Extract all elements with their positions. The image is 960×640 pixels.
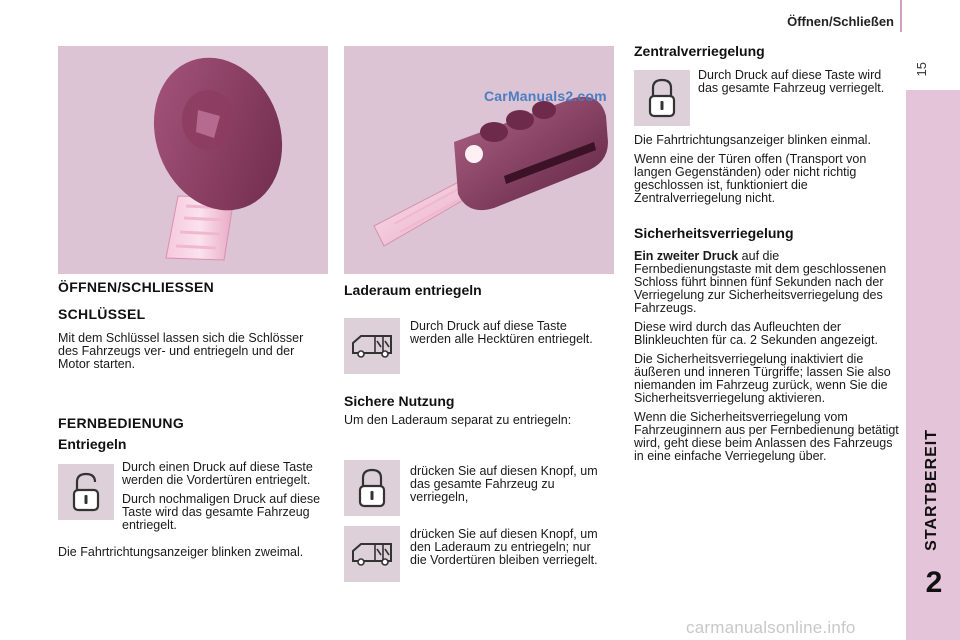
header-divider [900, 0, 902, 32]
safe-use-step-2: drücken Sie auf diesen Knopf, um den Laderaum zu entriegeln; nur die Vordertüren bleiben verriegelt. [410, 527, 598, 567]
safe-use-step-1: drücken Sie auf diesen Knopf, um das gesamte Fahrzeug zu verriegeln, [410, 464, 598, 504]
section-title-remote: FERNBEDIENUNG [58, 415, 185, 431]
central-lock-text-block [634, 134, 900, 211]
security-paragraph-3: Die Sicherheitsverriegelung inaktiviert die äußeren und inneren Türgriffe; lassen Sie also niemanden im Fahrzeug zurück, wenn Sie die Sicherheitsverriegelung aktivieren. [634, 352, 891, 405]
key-photo [58, 46, 328, 274]
security-paragraph-1 [634, 250, 900, 315]
central-lock-description: Durch Druck auf diese Taste wird das gesamte Fahrzeug verriegelt. [698, 68, 885, 95]
unlock-text-block [122, 461, 328, 538]
central-lock-icon-box [634, 70, 690, 126]
key-description: Mit dem Schlüssel lassen sich die Schlösser des Fahrzeugs ver- und entriegeln und der Motor starten. [58, 331, 304, 371]
remote-photo [344, 46, 614, 274]
cargo-button-icon-box-2 [344, 526, 400, 582]
page-number: 15 [914, 62, 929, 77]
section-title-key: SCHLÜSSEL [58, 306, 146, 322]
van-rear-doors-icon [349, 333, 395, 359]
page-header-title: Öffnen/Schließen [787, 14, 894, 29]
security-bold-lead: Ein zweiter Druck [634, 249, 739, 263]
security-paragraph-4: Wenn die Sicherheitsverriegelung vom Fahrzeuginnern aus per Fernbedienung betätigt wird, geht diese beim Anlassen des Fahrzeugs in eine einfache Verriegelung über. [634, 410, 899, 463]
cargo-button-icon-box [344, 318, 400, 374]
padlock-open-icon [71, 472, 101, 512]
image-watermark: CarManuals2.com [484, 88, 607, 104]
remote-illustration [344, 46, 614, 274]
section-title-central-locking: Zentralverriegelung [634, 43, 765, 59]
lock-button-icon-box [344, 460, 400, 516]
unlock-note: Die Fahrtrichtungsanzeiger blinken zweimal. [58, 545, 304, 559]
security-paragraph-1-rest: auf die Fernbedienungstaste mit dem geschlossenen Schloss führt binnen fünf Sekunden nach der Verriegelung zur Sicherheitsverriegelung des Fahrzeugs. [634, 249, 887, 315]
padlock-closed-icon [357, 468, 387, 508]
unlock-button-icon-box [58, 464, 114, 520]
subsection-title-unlock: Entriegeln [58, 436, 127, 452]
safe-use-intro: Um den Laderaum separat zu entriegeln: [344, 413, 572, 427]
section-title-security-locking: Sicherheitsverriegelung [634, 225, 794, 241]
van-rear-doors-icon [349, 541, 395, 567]
padlock-closed-icon [647, 78, 677, 118]
key-illustration [58, 46, 328, 274]
security-locking-text-block [634, 250, 900, 469]
security-paragraph-2: Diese wird durch das Aufleuchten der Blinkleuchten für ca. 2 Sekunden angezeigt. [634, 320, 878, 347]
central-lock-paragraph-2: Wenn eine der Türen offen (Transport von langen Gegenständen) oder nicht richtig geschlossen ist, funktioniert die Zentralverriegelung nicht. [634, 152, 867, 205]
unlock-paragraph-1: Durch einen Druck auf diese Taste werden die Vordertüren entriegelt. [122, 460, 313, 487]
section-title-cargo-unlock: Laderaum entriegeln [344, 282, 482, 298]
cargo-description: Durch Druck auf diese Taste werden alle Hecktüren entriegelt. [410, 319, 593, 346]
unlock-paragraph-2: Durch nochmaligen Druck auf diese Taste wird das gesamte Fahrzeug entriegelt. [122, 492, 321, 532]
chapter-tab-label-wrap [912, 420, 952, 560]
section-title-safe-use: Sichere Nutzung [344, 393, 455, 409]
section-title-open-close: ÖFFNEN/SCHLIESSEN [58, 279, 215, 295]
chapter-number: 2 [925, 566, 943, 599]
chapter-tab-label: STARTBEREIT [923, 429, 940, 551]
site-watermark: carmanualsonline.info [686, 618, 856, 637]
central-lock-paragraph-1: Die Fahrtrichtungsanzeiger blinken einmal. [634, 133, 871, 147]
